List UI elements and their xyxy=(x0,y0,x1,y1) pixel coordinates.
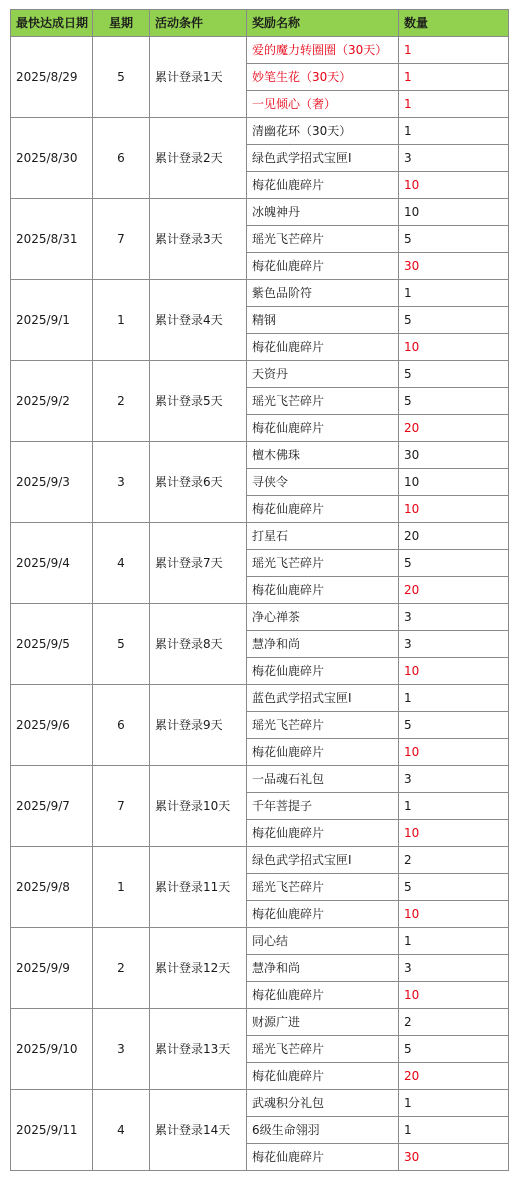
cell-reward-name: 瑶光飞芒碎片 xyxy=(247,1036,399,1063)
cell-condition: 累计登录8天 xyxy=(150,604,247,685)
login-rewards-table xyxy=(10,9,509,1171)
cell-reward-name: 瑶光飞芒碎片 xyxy=(247,874,399,901)
cell-condition: 累计登录2天 xyxy=(150,118,247,199)
cell-date: 2025/9/1 xyxy=(11,280,93,361)
cell-quantity: 1 xyxy=(399,91,509,118)
cell-quantity: 30 xyxy=(399,253,509,280)
cell-reward-name: 瑶光飞芒碎片 xyxy=(247,550,399,577)
cell-reward-name: 梅花仙鹿碎片 xyxy=(247,334,399,361)
cell-quantity: 10 xyxy=(399,334,509,361)
cell-reward-name: 一品魂石礼包 xyxy=(247,766,399,793)
cell-quantity: 3 xyxy=(399,604,509,631)
table-row xyxy=(11,280,509,307)
cell-reward-name: 梅花仙鹿碎片 xyxy=(247,901,399,928)
table-row xyxy=(11,118,509,145)
cell-condition: 累计登录5天 xyxy=(150,361,247,442)
cell-reward-name: 梅花仙鹿碎片 xyxy=(247,496,399,523)
cell-quantity: 1 xyxy=(399,64,509,91)
cell-reward-name: 清幽花环（30天） xyxy=(247,118,399,145)
cell-reward-name: 瑶光飞芒碎片 xyxy=(247,226,399,253)
cell-quantity: 1 xyxy=(399,118,509,145)
cell-quantity: 3 xyxy=(399,631,509,658)
cell-reward-name: 梅花仙鹿碎片 xyxy=(247,658,399,685)
cell-weekday: 7 xyxy=(93,766,150,847)
cell-reward-name: 千年菩提子 xyxy=(247,793,399,820)
cell-quantity: 10 xyxy=(399,901,509,928)
table-row xyxy=(11,766,509,793)
cell-quantity: 1 xyxy=(399,280,509,307)
cell-weekday: 4 xyxy=(93,1090,150,1171)
cell-date: 2025/9/3 xyxy=(11,442,93,523)
cell-date: 2025/9/5 xyxy=(11,604,93,685)
cell-reward-name: 瑶光飞芒碎片 xyxy=(247,712,399,739)
cell-date: 2025/9/8 xyxy=(11,847,93,928)
cell-quantity: 30 xyxy=(399,442,509,469)
cell-date: 2025/9/11 xyxy=(11,1090,93,1171)
cell-quantity: 1 xyxy=(399,1117,509,1144)
cell-reward-name: 梅花仙鹿碎片 xyxy=(247,1144,399,1171)
cell-condition: 累计登录9天 xyxy=(150,685,247,766)
header-date: 最快达成日期 xyxy=(11,10,93,37)
cell-reward-name: 梅花仙鹿碎片 xyxy=(247,172,399,199)
cell-condition: 累计登录6天 xyxy=(150,442,247,523)
cell-reward-name: 梅花仙鹿碎片 xyxy=(247,1063,399,1090)
cell-quantity: 2 xyxy=(399,1009,509,1036)
cell-quantity: 10 xyxy=(399,658,509,685)
cell-quantity: 5 xyxy=(399,550,509,577)
cell-reward-name: 爱的魔力转圈圈（30天） xyxy=(247,37,399,64)
cell-reward-name: 瑶光飞芒碎片 xyxy=(247,388,399,415)
cell-quantity: 10 xyxy=(399,199,509,226)
cell-weekday: 1 xyxy=(93,847,150,928)
cell-condition: 累计登录12天 xyxy=(150,928,247,1009)
header-row xyxy=(11,10,509,37)
cell-quantity: 2 xyxy=(399,847,509,874)
cell-reward-name: 蓝色武学招式宝匣I xyxy=(247,685,399,712)
cell-quantity: 10 xyxy=(399,172,509,199)
table-row xyxy=(11,928,509,955)
cell-date: 2025/8/29 xyxy=(11,37,93,118)
table-row xyxy=(11,37,509,64)
table-row xyxy=(11,1090,509,1117)
cell-reward-name: 6级生命翎羽 xyxy=(247,1117,399,1144)
cell-reward-name: 绿色武学招式宝匣I xyxy=(247,145,399,172)
cell-quantity: 20 xyxy=(399,523,509,550)
cell-date: 2025/9/6 xyxy=(11,685,93,766)
cell-quantity: 3 xyxy=(399,145,509,172)
cell-reward-name: 绿色武学招式宝匣I xyxy=(247,847,399,874)
cell-condition: 累计登录4天 xyxy=(150,280,247,361)
cell-weekday: 5 xyxy=(93,604,150,685)
cell-weekday: 5 xyxy=(93,37,150,118)
cell-reward-name: 打星石 xyxy=(247,523,399,550)
cell-quantity: 3 xyxy=(399,766,509,793)
cell-date: 2025/9/10 xyxy=(11,1009,93,1090)
cell-weekday: 2 xyxy=(93,928,150,1009)
cell-reward-name: 天资丹 xyxy=(247,361,399,388)
cell-reward-name: 檀木佛珠 xyxy=(247,442,399,469)
cell-quantity: 1 xyxy=(399,37,509,64)
cell-date: 2025/9/7 xyxy=(11,766,93,847)
table-header xyxy=(11,10,509,37)
cell-reward-name: 妙笔生花（30天） xyxy=(247,64,399,91)
cell-quantity: 10 xyxy=(399,469,509,496)
cell-reward-name: 梅花仙鹿碎片 xyxy=(247,820,399,847)
cell-reward-name: 财源广进 xyxy=(247,1009,399,1036)
cell-reward-name: 寻侠令 xyxy=(247,469,399,496)
cell-weekday: 3 xyxy=(93,442,150,523)
cell-quantity: 10 xyxy=(399,496,509,523)
table-row xyxy=(11,685,509,712)
table-row xyxy=(11,847,509,874)
header-quantity: 数量 xyxy=(399,10,509,37)
cell-reward-name: 一见倾心（奢） xyxy=(247,91,399,118)
cell-quantity: 20 xyxy=(399,1063,509,1090)
header-weekday: 星期 xyxy=(93,10,150,37)
cell-condition: 累计登录11天 xyxy=(150,847,247,928)
cell-reward-name: 梅花仙鹿碎片 xyxy=(247,982,399,1009)
cell-quantity: 1 xyxy=(399,685,509,712)
cell-quantity: 5 xyxy=(399,307,509,334)
cell-quantity: 20 xyxy=(399,577,509,604)
table-row xyxy=(11,604,509,631)
cell-date: 2025/8/30 xyxy=(11,118,93,199)
cell-quantity: 1 xyxy=(399,928,509,955)
cell-quantity: 5 xyxy=(399,388,509,415)
cell-quantity: 5 xyxy=(399,712,509,739)
cell-condition: 累计登录7天 xyxy=(150,523,247,604)
cell-quantity: 10 xyxy=(399,820,509,847)
cell-quantity: 5 xyxy=(399,1036,509,1063)
cell-condition: 累计登录13天 xyxy=(150,1009,247,1090)
cell-weekday: 2 xyxy=(93,361,150,442)
cell-reward-name: 武魂积分礼包 xyxy=(247,1090,399,1117)
cell-reward-name: 慧净和尚 xyxy=(247,955,399,982)
cell-quantity: 5 xyxy=(399,361,509,388)
cell-condition: 累计登录10天 xyxy=(150,766,247,847)
table-row xyxy=(11,523,509,550)
cell-weekday: 3 xyxy=(93,1009,150,1090)
cell-condition: 累计登录1天 xyxy=(150,37,247,118)
table-row xyxy=(11,1009,509,1036)
cell-reward-name: 精钢 xyxy=(247,307,399,334)
cell-weekday: 1 xyxy=(93,280,150,361)
table-body xyxy=(11,37,509,1171)
cell-weekday: 6 xyxy=(93,118,150,199)
header-reward-name: 奖励名称 xyxy=(247,10,399,37)
cell-condition: 累计登录14天 xyxy=(150,1090,247,1171)
cell-reward-name: 紫色品阶符 xyxy=(247,280,399,307)
cell-quantity: 20 xyxy=(399,415,509,442)
cell-reward-name: 梅花仙鹿碎片 xyxy=(247,577,399,604)
cell-reward-name: 慧净和尚 xyxy=(247,631,399,658)
cell-reward-name: 梅花仙鹿碎片 xyxy=(247,253,399,280)
cell-quantity: 5 xyxy=(399,874,509,901)
cell-date: 2025/9/4 xyxy=(11,523,93,604)
cell-quantity: 10 xyxy=(399,739,509,766)
cell-reward-name: 梅花仙鹿碎片 xyxy=(247,415,399,442)
cell-reward-name: 冰魄神丹 xyxy=(247,199,399,226)
cell-weekday: 7 xyxy=(93,199,150,280)
cell-quantity: 5 xyxy=(399,226,509,253)
cell-weekday: 6 xyxy=(93,685,150,766)
table-row xyxy=(11,199,509,226)
cell-quantity: 1 xyxy=(399,793,509,820)
cell-reward-name: 同心结 xyxy=(247,928,399,955)
cell-quantity: 10 xyxy=(399,982,509,1009)
cell-date: 2025/9/2 xyxy=(11,361,93,442)
cell-quantity: 30 xyxy=(399,1144,509,1171)
cell-date: 2025/9/9 xyxy=(11,928,93,1009)
cell-quantity: 3 xyxy=(399,955,509,982)
header-condition: 活动条件 xyxy=(150,10,247,37)
cell-date: 2025/8/31 xyxy=(11,199,93,280)
cell-quantity: 1 xyxy=(399,1090,509,1117)
table-row xyxy=(11,361,509,388)
cell-reward-name: 梅花仙鹿碎片 xyxy=(247,739,399,766)
cell-reward-name: 净心禅茶 xyxy=(247,604,399,631)
cell-condition: 累计登录3天 xyxy=(150,199,247,280)
cell-weekday: 4 xyxy=(93,523,150,604)
table-row xyxy=(11,442,509,469)
